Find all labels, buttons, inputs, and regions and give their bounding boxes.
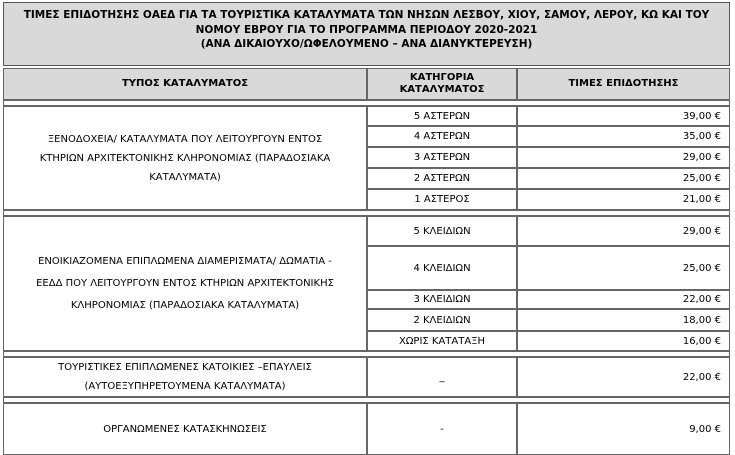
subsidy-table xyxy=(3,68,730,455)
price-cell: 16,00 € xyxy=(517,331,730,351)
category-cell: 2 ΑΣΤΕΡΩΝ xyxy=(367,168,517,189)
document-title xyxy=(3,2,730,66)
type-camping xyxy=(3,403,367,455)
category-cell: 5 ΚΛΕΙΔΙΩΝ xyxy=(367,216,517,246)
price-cell: 35,00 € xyxy=(517,126,730,147)
type-line: ΚΑΤΑΛΥΜΑΤΑ) xyxy=(149,171,221,183)
type-line: (ΑΥΤΟΕΞΥΠΗΡΕΤΟΥΜΕΝΑ ΚΑΤΑΛΥΜΑΤΑ) xyxy=(84,381,286,392)
type-villas xyxy=(3,357,367,397)
type-line: ΟΡΓΑΝΩΜΕΝΕΣ ΚΑΤΑΣΚΗΝΩΣΕΙΣ xyxy=(103,423,267,435)
price-cell: 9,00 € xyxy=(517,403,730,455)
header-type: ΤΥΠΟΣ ΚΑΤΑΛΥΜΑΤΟΣ xyxy=(3,68,367,100)
category-cell: 4 ΚΛΕΙΔΙΩΝ xyxy=(367,246,517,290)
category-cell: 3 ΑΣΤΕΡΩΝ xyxy=(367,147,517,168)
price-cell: 39,00 € xyxy=(517,106,730,126)
price-cell: 25,00 € xyxy=(517,168,730,189)
title-line-2: ΝΟΜΟΥ ΕΒΡΟΥ ΓΙΑ ΤΟ ΠΡΟΓΡΑΜΜΑ ΠΕΡΙΟΔΟΥ 2020-2021 xyxy=(195,23,538,36)
type-line: ΚΛΗΡΟΝΟΜΙΑΣ (ΠΑΡΑΔΟΣΙΑΚΑ ΚΑΤΑΛΥΜΑΤΑ) xyxy=(70,299,300,311)
price-cell: 29,00 € xyxy=(517,216,730,246)
price-cell: 21,00 € xyxy=(517,189,730,210)
price-cell: 22,00 € xyxy=(517,290,730,309)
table-row xyxy=(3,403,730,455)
header-category-line-2: ΚΑΤΑΛΥΜΑΤΟΣ xyxy=(399,84,485,95)
header-category-line-1: ΚΑΤΗΓΟΡΙΑ xyxy=(409,72,475,83)
price-cell: 22,00 € xyxy=(517,357,730,397)
table-row xyxy=(3,106,730,126)
type-line: ΞΕΝΟΔΟΧΕΙΑ/ ΚΑΤΑΛΥΜΑΤΑ ΠΟΥ ΛΕΙΤΟΥΡΓΟΥΝ ΕΝΤΟΣ xyxy=(47,133,323,145)
type-line: ΕΝΟΙΚΙΑΖΟΜΕΝΑ ΕΠΙΠΛΩΜΕΝΑ ΔΙΑΜΕΡΙΣΜΑΤΑ/ ΔΩΜΑΤΙΑ - xyxy=(38,255,332,267)
title-line-3: (ΑΝΑ ΔΙΚΑΙΟΥΧΟ/ΩΦΕΛΟΥΜΕΝΟ – ΑΝΑ ΔΙΑΝΥΚΤΕΡΕΥΣΗ) xyxy=(200,38,533,50)
header-category xyxy=(367,68,517,100)
title-line-1: ΤΙΜΕΣ ΕΠΙΔΟΤΗΣΗΣ ΟΑΕΔ ΓΙΑ ΤΑ ΤΟΥΡΙΣΤΙΚΑ ΚΑΤΑΛΥΜΑΤΑ ΤΩΝ ΝΗΣΩΝ ΛΕΣΒΟΥ, ΧΙΟΥ, ΣΑΜΟΥ, ΛΕΡΟΥ, ΚΩ ΚΑΙ ΤΟΥ xyxy=(23,9,710,21)
category-cell: _ xyxy=(367,357,517,397)
category-cell: 2 ΚΛΕΙΔΙΩΝ xyxy=(367,309,517,331)
category-cell: 1 ΑΣΤΕΡΟΣ xyxy=(367,189,517,210)
table-row xyxy=(3,357,730,397)
price-cell: 18,00 € xyxy=(517,309,730,331)
header-price: ΤΙΜΕΣ ΕΠΙΔΟΤΗΣΗΣ xyxy=(517,68,730,100)
type-line: ΤΟΥΡΙΣΤΙΚΕΣ ΕΠΙΠΛΩΜΕΝΕΣ ΚΑΤΟΙΚΙΕΣ –ΕΠΑΥΛΕΙΣ xyxy=(58,362,312,373)
category-cell: 3 ΚΛΕΙΔΙΩΝ xyxy=(367,290,517,309)
type-rented-rooms xyxy=(3,216,367,351)
price-cell: 25,00 € xyxy=(517,246,730,290)
type-hotels xyxy=(3,106,367,210)
category-cell: 4 ΑΣΤΕΡΩΝ xyxy=(367,126,517,147)
category-cell: 5 ΑΣΤΕΡΩΝ xyxy=(367,106,517,126)
table-row xyxy=(3,216,730,246)
price-cell: 29,00 € xyxy=(517,147,730,168)
type-line: ΚΤΗΡΙΩΝ ΑΡΧΙΤΕΚΤΟΝΙΚΗΣ ΚΛΗΡΟΝΟΜΙΑΣ (ΠΑΡΑΔΟΣΙΑΚΑ xyxy=(39,152,331,164)
type-line: ΕΕΔΔ ΠΟΥ ΛΕΙΤΟΥΡΓΟΥΝ ΕΝΤΟΣ ΚΤΗΡΙΩΝ ΑΡΧΙΤΕΚΤΟΝΙΚΗΣ xyxy=(36,277,334,289)
category-cell: - xyxy=(367,403,517,455)
category-cell: ΧΩΡΙΣ ΚΑΤΑΤΑΞΗ xyxy=(367,331,517,351)
table-header-row xyxy=(3,68,730,100)
